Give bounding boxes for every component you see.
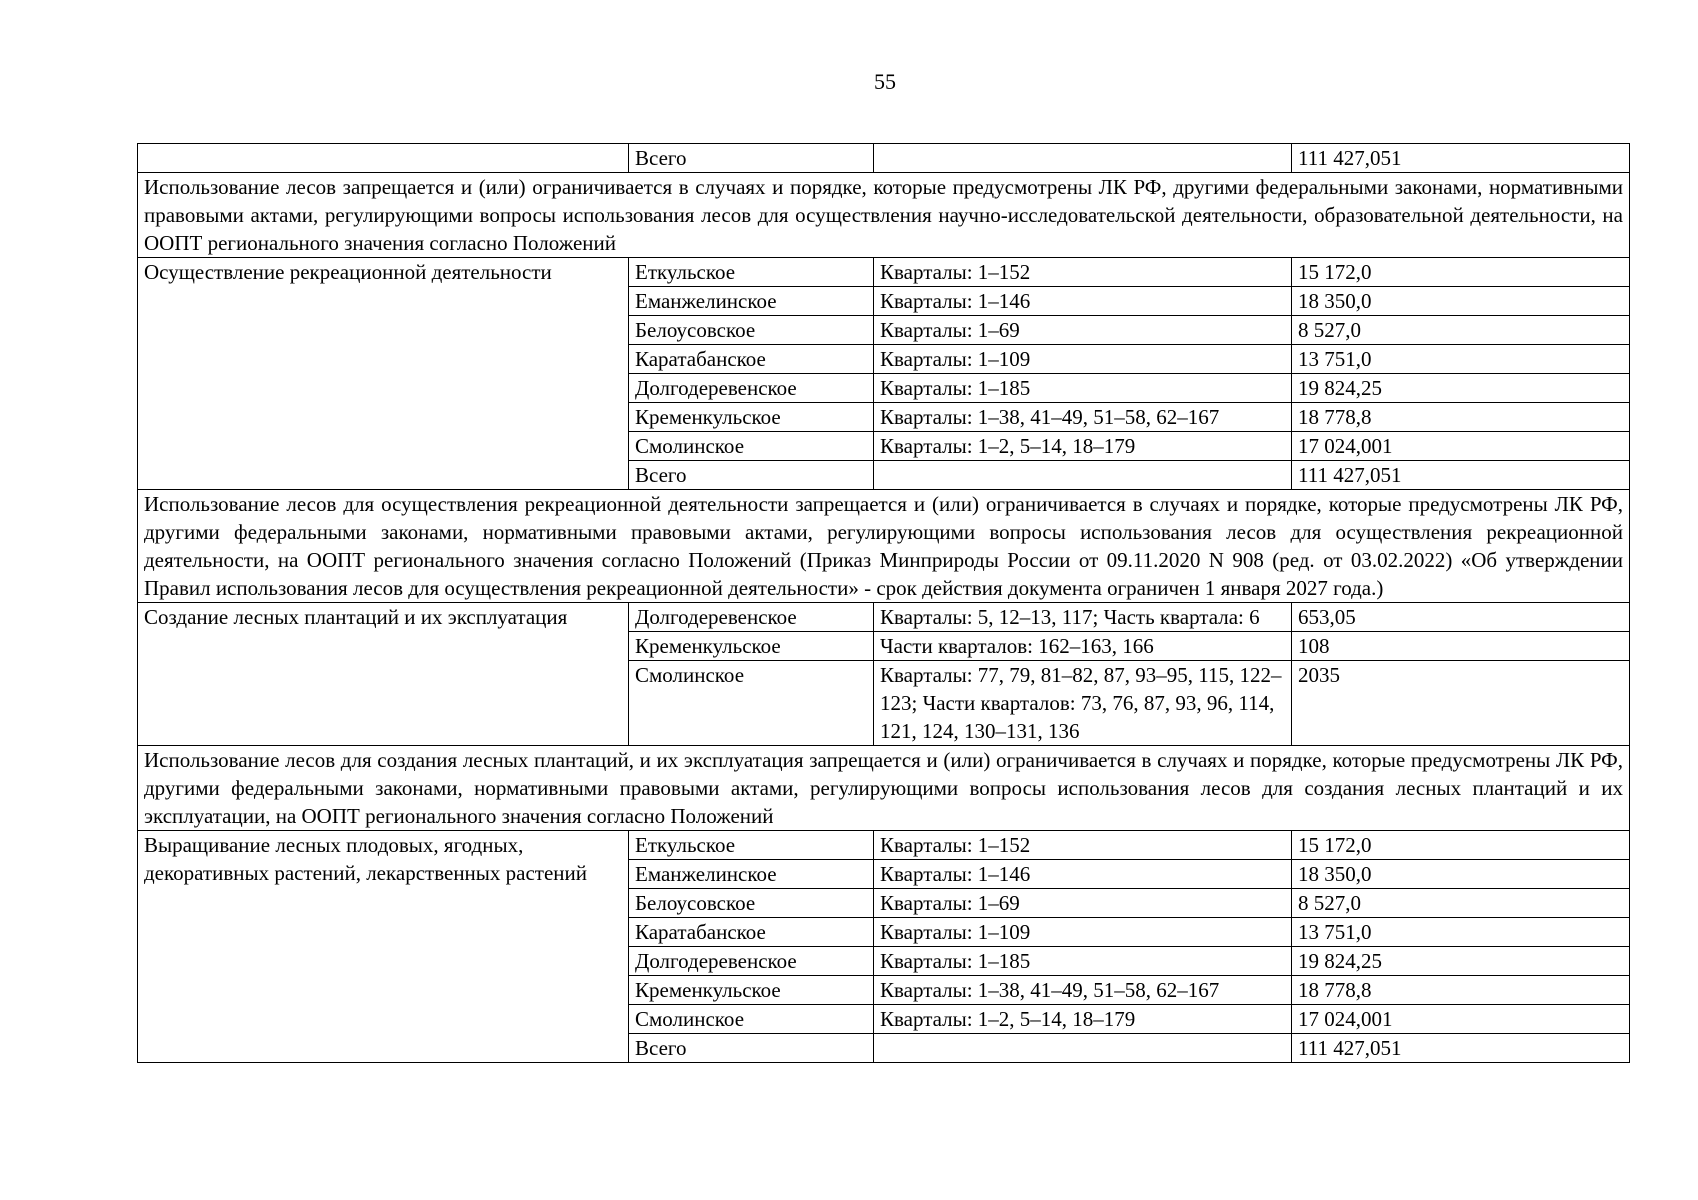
total-area: 111 427,051 [1292, 144, 1630, 173]
quarters-cell-empty [874, 1034, 1292, 1063]
forestry-name: Смолинское [629, 432, 874, 461]
table-row [138, 258, 1630, 287]
restriction-note-recreation: Использование лесов для осуществления рекреационной деятельности запрещается и (или) ограничивается в случаях и порядке, которые предусмотрены ЛК РФ, другими федеральными законами, нормативными правовыми актами, регулирующими вопросы использования лесов для осуществления рекреационной деятельности, на ООПТ регионального значения согласно Положений (Приказ Минприроды России от 09.11.2020 N 908 (ред. от 03.02.2022) «Об утверждении Правил использования лесов для осуществления рекреационной деятельности» - срок действия документа ограничен 1 января 2027 года.) [138, 490, 1630, 603]
forestry-name: Каратабанское [629, 345, 874, 374]
quarters: Кварталы: 1–152 [874, 258, 1292, 287]
total-area: 111 427,051 [1292, 461, 1630, 490]
forestry-name: Смолинское [629, 661, 874, 746]
quarters: Кварталы: 1–146 [874, 860, 1292, 889]
area-value: 18 350,0 [1292, 860, 1630, 889]
area-value: 18 350,0 [1292, 287, 1630, 316]
table-row [138, 831, 1630, 860]
activity-cultivation: Выращивание лесных плодовых, ягодных, декоративных растений, лекарственных растений [138, 831, 629, 1063]
forestry-name: Кременкульское [629, 976, 874, 1005]
area-value: 13 751,0 [1292, 918, 1630, 947]
quarters: Кварталы: 1–109 [874, 918, 1292, 947]
forestry-name: Долгодеревенское [629, 603, 874, 632]
quarters: Кварталы: 1–38, 41–49, 51–58, 62–167 [874, 403, 1292, 432]
total-label: Всего [629, 144, 874, 173]
quarters: Кварталы: 1–38, 41–49, 51–58, 62–167 [874, 976, 1292, 1005]
quarters: Кварталы: 1–2, 5–14, 18–179 [874, 1005, 1292, 1034]
quarters: Кварталы: 1–146 [874, 287, 1292, 316]
forestry-name: Еткульское [629, 831, 874, 860]
area-value: 8 527,0 [1292, 889, 1630, 918]
area-value: 108 [1292, 632, 1630, 661]
quarters-cell-empty [874, 461, 1292, 490]
table-row-note [138, 490, 1630, 603]
area-value: 2035 [1292, 661, 1630, 746]
forestry-name: Белоусовское [629, 316, 874, 345]
quarters: Кварталы: 1–69 [874, 316, 1292, 345]
area-value: 19 824,25 [1292, 947, 1630, 976]
area-value: 18 778,8 [1292, 403, 1630, 432]
total-label: Всего [629, 461, 874, 490]
forestry-name: Каратабанское [629, 918, 874, 947]
table-row [138, 603, 1630, 632]
total-label: Всего [629, 1034, 874, 1063]
forest-use-table [137, 143, 1630, 1063]
restriction-note-research: Использование лесов запрещается и (или) ограничивается в случаях и порядке, которые предусмотрены ЛК РФ, другими федеральными законами, нормативными правовыми актами, регулирующими вопросы использования лесов для осуществления научно-исследовательской деятельности, образовательной деятельности, на ООПТ регионального значения согласно Положений [138, 173, 1630, 258]
forestry-name: Еманжелинское [629, 287, 874, 316]
table-row-total-top [138, 144, 1630, 173]
quarters: Кварталы: 1–2, 5–14, 18–179 [874, 432, 1292, 461]
forestry-name: Долгодеревенское [629, 374, 874, 403]
quarters: Кварталы: 1–185 [874, 374, 1292, 403]
forestry-name: Кременкульское [629, 403, 874, 432]
quarters: Кварталы: 1–152 [874, 831, 1292, 860]
forestry-name: Еманжелинское [629, 860, 874, 889]
area-value: 8 527,0 [1292, 316, 1630, 345]
table-row-note [138, 173, 1630, 258]
activity-recreation: Осуществление рекреационной деятельности [138, 258, 629, 490]
table-row-note [138, 746, 1630, 831]
forestry-name: Белоусовское [629, 889, 874, 918]
area-value: 15 172,0 [1292, 258, 1630, 287]
quarters: Кварталы: 5, 12–13, 117; Часть квартала: 6 [874, 603, 1292, 632]
page-number: 55 [874, 69, 896, 94]
area-value: 15 172,0 [1292, 831, 1630, 860]
total-area: 111 427,051 [1292, 1034, 1630, 1063]
quarters: Кварталы: 1–109 [874, 345, 1292, 374]
forestry-name: Долгодеревенское [629, 947, 874, 976]
forestry-name: Смолинское [629, 1005, 874, 1034]
area-value: 19 824,25 [1292, 374, 1630, 403]
area-value: 13 751,0 [1292, 345, 1630, 374]
restriction-note-plantations: Использование лесов для создания лесных плантаций, и их эксплуатация запрещается и (или) ограничивается в случаях и порядке, которые предусмотрены ЛК РФ, другими федеральными законами, нормативными правовыми актами, регулирующими вопросы использования лесов для создания лесных плантаций и их эксплуатации, на ООПТ регионального значения согласно Положений [138, 746, 1630, 831]
quarters-cell-empty [874, 144, 1292, 173]
activity-plantations: Создание лесных плантаций и их эксплуатация [138, 603, 629, 746]
forestry-name: Еткульское [629, 258, 874, 287]
quarters: Кварталы: 1–185 [874, 947, 1292, 976]
quarters: Части кварталов: 162–163, 166 [874, 632, 1292, 661]
activity-cell-empty [138, 144, 629, 173]
quarters: Кварталы: 1–69 [874, 889, 1292, 918]
area-value: 18 778,8 [1292, 976, 1630, 1005]
area-value: 653,05 [1292, 603, 1630, 632]
forestry-name: Кременкульское [629, 632, 874, 661]
quarters: Кварталы: 77, 79, 81–82, 87, 93–95, 115, 122–123; Части кварталов: 73, 76, 87, 93, 96, 114, 121, 124, 130–131, 136 [874, 661, 1292, 746]
area-value: 17 024,001 [1292, 432, 1630, 461]
area-value: 17 024,001 [1292, 1005, 1630, 1034]
